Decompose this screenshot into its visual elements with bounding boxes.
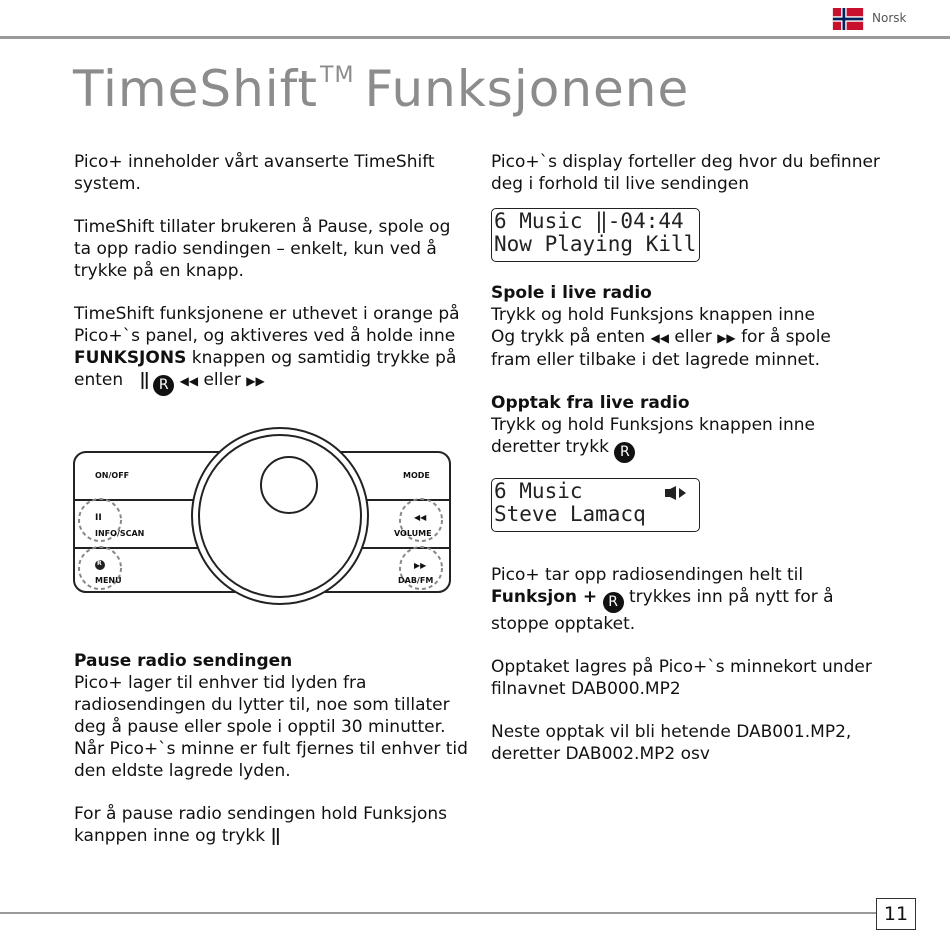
mode-label: MODE — [403, 471, 430, 480]
norway-flag-icon — [830, 8, 866, 30]
funksjons-bold: FUNKSJONS — [74, 348, 187, 368]
pause-instruction-text: For å pause radio sendingen hold Funksjons kanppen inne og trykk — [74, 804, 447, 846]
record-icon: R — [603, 592, 624, 613]
panel-forward-icon: ▶▶ — [414, 561, 427, 570]
spole-l2-c: for å spole — [741, 327, 831, 347]
next-paragraph: Neste opptak vil bli hetende DAB001.MP2, deretter DAB002.MP2 osv — [491, 722, 852, 764]
lcd2-line1 — [494, 480, 699, 503]
spole-heading-text: Spole i live radio — [491, 283, 652, 303]
spole-l2-a: Og trykk på enten — [491, 327, 646, 347]
page-number: 11 — [876, 898, 916, 930]
panel-rec-icon: R — [97, 560, 102, 567]
right-intro — [491, 151, 891, 195]
panel-rewind-icon: ◀◀ — [414, 513, 427, 522]
pause-body: Pico+ lager til enhver tid lyden fra radiosendingen du lytter til, noe som tillater deg å pause eller spole i opptil 30 minutter. Når Pico+`s minne er fult fjernes til enhver tid den eldste lagrede lyden. — [74, 673, 468, 781]
pause-heading — [74, 650, 469, 672]
pause-heading-text: Pause radio sendingen — [74, 651, 293, 671]
record-icon: R — [153, 375, 174, 396]
record-p-a: Pico+ tar opp radiosendingen helt til — [491, 565, 804, 585]
right-record-section — [491, 564, 891, 765]
device-panel-drawing — [72, 425, 452, 605]
info-scan-label: INFO/SCAN — [95, 529, 145, 538]
intro-p3-text-a: TimeShift funksjonene er uthevet i orange på Pico+`s panel, og aktiveres ved å holde inne — [74, 304, 460, 346]
recording-icon — [664, 483, 688, 506]
saved-paragraph: Opptaket lagres på Pico+`s minnekort under filnavnet DAB000.MP2 — [491, 657, 872, 699]
panel-pause-icon: II — [95, 513, 102, 523]
opptak-l2-text: deretter trykk — [491, 437, 609, 457]
spole-heading — [491, 282, 891, 304]
forward-icon: ▶▶ — [246, 374, 265, 388]
lcd-display-2 — [491, 478, 700, 532]
opptak-heading — [491, 392, 891, 414]
title-main: TimeShift — [73, 60, 319, 118]
left-pause-section — [74, 650, 469, 847]
pause-icon: || — [139, 370, 148, 390]
forward-icon: ▶▶ — [717, 331, 736, 345]
intro-paragraph-1: Pico+ inneholder vårt avanserte TimeShift system. — [74, 152, 435, 194]
opptak-line-2 — [491, 436, 891, 463]
intro-p3-text-b: knappen og samtidig trykke på enten — [74, 348, 457, 390]
menu-label: MENU — [95, 576, 122, 585]
record-paragraph — [491, 564, 891, 635]
page-title — [73, 60, 689, 118]
spole-line-2 — [491, 326, 891, 349]
language-label: Norsk — [872, 11, 907, 25]
dab-fm-label: DAB/FM — [398, 576, 434, 585]
lcd2-line2: Steve Lamacq — [494, 502, 646, 526]
intro-paragraph-3 — [74, 303, 469, 396]
opptak-heading-text: Opptak fra live radio — [491, 393, 690, 413]
footer-divider — [0, 912, 876, 914]
eller-text: eller — [203, 370, 241, 390]
trademark-mark: TM — [320, 63, 355, 88]
lcd1-line2: Now Playing Kill — [494, 232, 697, 256]
funksjon-plus-bold: Funksjon + — [491, 587, 598, 607]
lcd-display-1 — [491, 208, 700, 262]
spole-line-1: Trykk og hold Funksjons knappen inne — [491, 305, 815, 325]
rewind-icon: ◀◀ — [650, 331, 670, 345]
record-icon: R — [614, 442, 635, 463]
record-p-b: trykkes inn på nytt for å stoppe opptaket. — [491, 587, 834, 634]
lcd1-line1: 6 Music ‖-04:44 — [494, 209, 684, 233]
left-intro — [74, 151, 469, 396]
volume-label: VOLUME — [394, 529, 432, 538]
opptak-line-1: Trykk og hold Funksjons knappen inne — [491, 415, 815, 435]
pause-instruction — [74, 803, 469, 847]
lcd2-line1-text: 6 Music — [494, 479, 583, 503]
spole-l2-b: eller — [674, 327, 712, 347]
on-off-label: ON/OFF — [95, 471, 130, 480]
rewind-icon: ◀◀ — [179, 374, 199, 388]
intro-paragraph-2: TimeShift tillater brukeren å Pause, spole og ta opp radio sendingen – enkelt, kun ved å trykke på en knapp. — [74, 217, 451, 281]
header-divider — [0, 36, 950, 39]
device-panel — [72, 425, 452, 605]
display-paragraph: Pico+`s display forteller deg hvor du befinner deg i forhold til live sendingen — [491, 152, 880, 194]
title-rest: Funksjonene — [364, 60, 690, 118]
spole-line-3: fram eller tilbake i det lagrede minnet. — [491, 350, 821, 370]
pause-icon: || — [270, 826, 279, 846]
right-spole-section — [491, 282, 891, 463]
